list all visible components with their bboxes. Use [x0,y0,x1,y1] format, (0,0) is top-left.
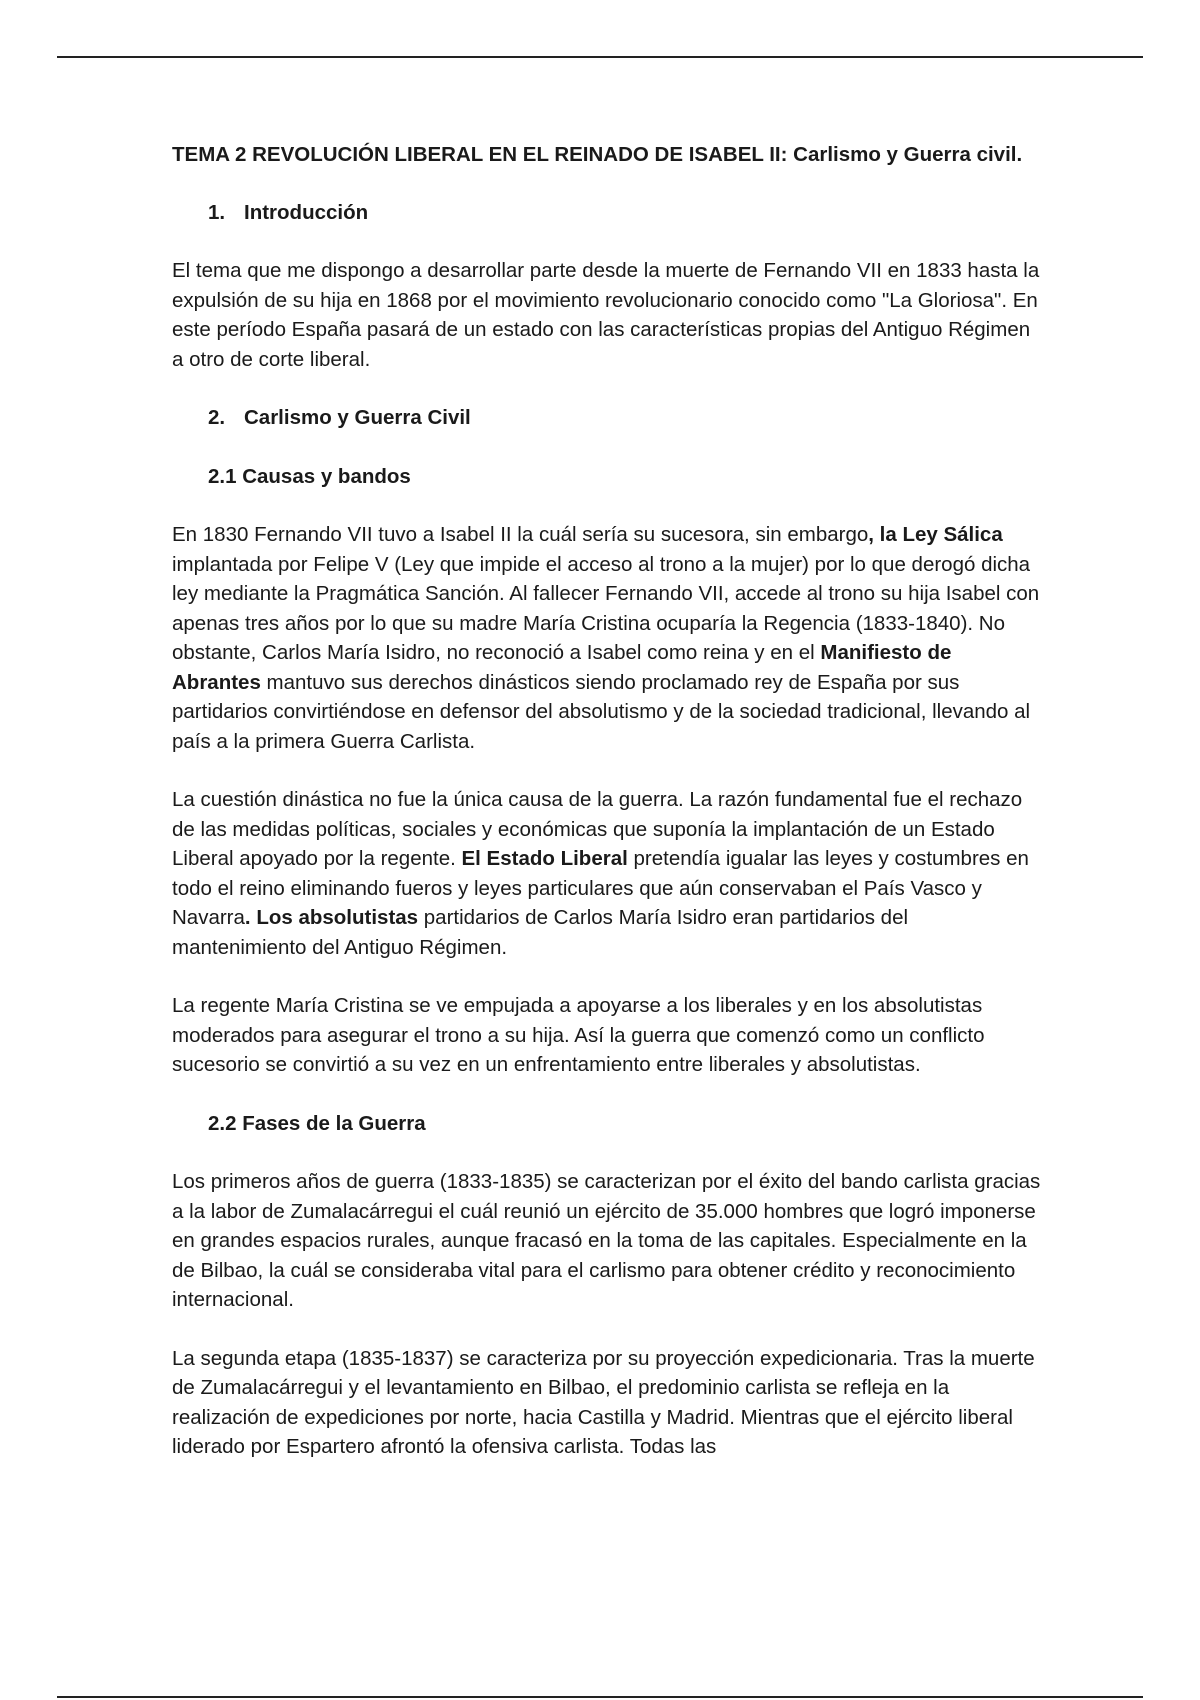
text-run: partidarios de Carlos María Isidro eran partidarios del mantenimiento del Antiguo Régimen. [172,906,909,959]
paragraph-fases-2: La segunda etapa (1835-1837) se caracteriza por su proyección expedicionaria. Tras la muerte de Zumalacárregui y el levantamiento en Bilbao, el predominio carlista se refleja en la realización de expediciones por norte, hacia Castilla y Madrid. Mientras que el ejército liberal liderado por Espartero afrontó la ofensiva carlista. Todas las [172,1346,1035,1458]
text-run: mantuvo sus derechos dinásticos siendo proclamado rey de España por sus partidarios convirtiéndose en defensor del absolutismo y de la sociedad tradicional, llevando al país a la primera Guerra Carlista. [172,670,1031,753]
text-run: implantada por Felipe V (Ley que impide el acceso al trono a la mujer) por lo que derogó dicha ley mediante la Pragmática Sanción. Al fallecer Fernando VII, accede al trono su hija Isabel con apenas tres años por lo que su madre María Cristina ocuparía la Regencia (1833-1840). No obstante, Carlos María Isidro, no reconoció a Isabel como reina y en el [172,552,1040,664]
subsection-heading-causas: 2.1 Causas y bandos [208,464,411,488]
bold-term-ley-salica: , la Ley Sálica [868,523,1003,546]
bold-term-absolutistas: . Los absolutistas [244,906,419,929]
paragraph-causas-3: La regente María Cristina se ve empujada a apoyarse a los liberales y en los absolutistas moderados para asegurar el trono a su hija. Así la guerra que comenzó como un conflicto sucesorio se convirtió a su vez en un enfrentamiento entre liberales y absolutistas. [172,994,985,1076]
bold-term-manifiesto: Manifiesto de Abrantes [172,641,952,694]
paragraph-introduccion: El tema que me dispongo a desarrollar parte desde la muerte de Fernando VII en 1833 hasta la expulsión de su hija en 1868 por el movimiento revolucionario conocido como "La Gloriosa". En este período España pasará de un estado con las características propias del Antiguo Régimen a otro de corte liberal. [172,259,1040,371]
section-heading-introduccion [208,198,1042,228]
section-number: 1. [208,200,226,224]
paragraph-causas-1 [172,520,1042,756]
document-title: TEMA 2 REVOLUCIÓN LIBERAL EN EL REINADO DE ISABEL II: Carlismo y Guerra civil. [172,143,1023,166]
footer-rule [57,1696,1143,1698]
text-run: pretendía igualar las leyes y costumbres en todo el reino eliminando fueros y leyes particulares que aún conservaban el País Vasco y Navarra [172,847,1029,929]
section-heading-text: Introducción [244,200,369,224]
text-run: La cuestión dinástica no fue la única causa de la guerra. La razón fundamental fue el rechazo de las medidas políticas, sociales y económicas que suponía la implantación de un Estado Liberal apoyado por la regente. [172,788,1023,870]
paragraph-fases-1: Los primeros años de guerra (1833-1835) se caracterizan por el éxito del bando carlista gracias a la labor de Zumalacárregui el cuál reunió un ejército de 35.000 hombres que logró imponerse en grandes espacios rurales, aunque fracasó en la toma de las capitales. Especialmente en la de Bilbao, la cuál se consideraba vital para el carlismo para obtener crédito y reconocimiento internacional. [172,1170,1041,1311]
document-page [172,140,1042,1491]
text-run: En 1830 Fernando VII tuvo a Isabel II la cuál sería su sucesora, sin embargo [172,523,869,546]
section-heading-text: Carlismo y Guerra Civil [244,406,471,429]
paragraph-causas-2 [172,785,1042,962]
subsection-heading-fases: 2.2 Fases de la Guerra [208,1111,426,1135]
bold-term-estado-liberal: El Estado Liberal [461,847,628,870]
section-number: 2. [208,406,226,429]
header-rule [57,56,1143,58]
section-heading-carlismo [208,403,1042,433]
